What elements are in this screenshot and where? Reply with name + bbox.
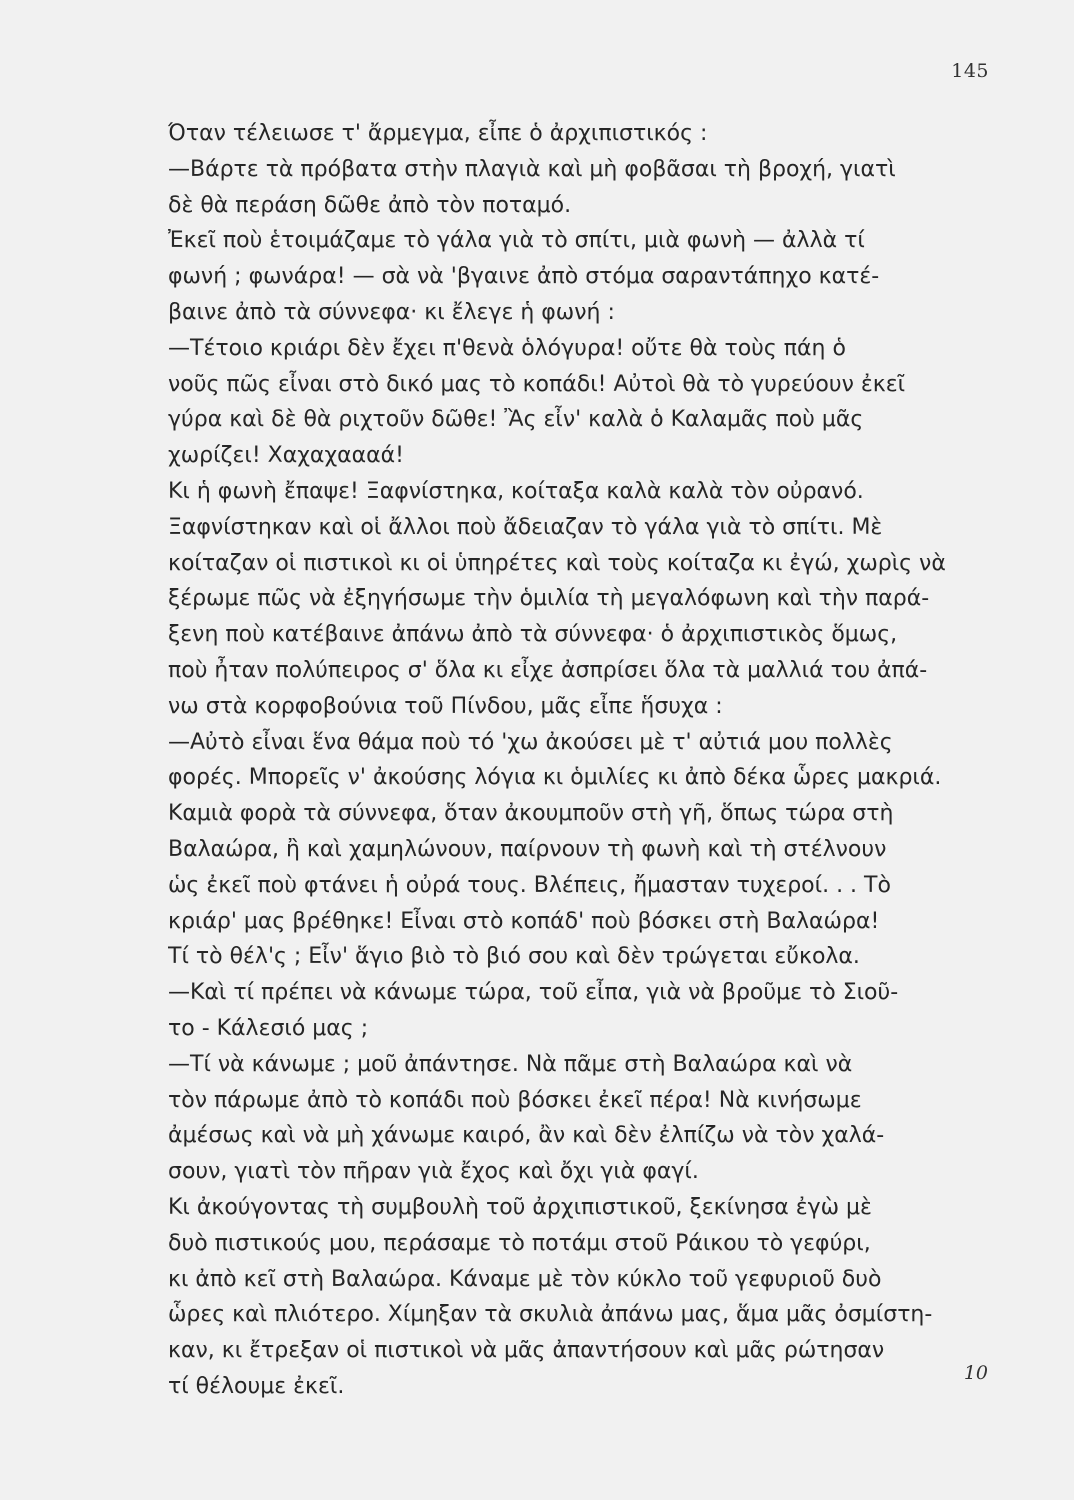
text-line: καν, κι ἔτρεξαν οἱ πιστικοὶ νὰ μᾶς ἀπαντήσουν καὶ μᾶς ρώτησαν [168,1338,885,1364]
text-line: —Βάρτε τὰ πρόβατα στὴν πλαγιὰ καὶ μὴ φοβᾶσαι τὴ βροχή, γιατὶ [168,156,896,182]
text-line: γύρα καὶ δὲ θὰ ριχτοῦν δῶθε! Ἂς εἶν' καλὰ ὁ Καλαμᾶς ποὺ μᾶς [168,407,864,433]
text-line: Ἐκεῖ ποὺ ἑτοιμάζαμε τὸ γάλα γιὰ τὸ σπίτι, μιὰ φωνὴ — ἀλλὰ τί [168,228,865,254]
text-line: —Τί νὰ κάνωμε ; μοῦ ἀπάντησε. Νὰ πᾶμε στὴ Βαλαώρα καὶ νὰ [168,1051,853,1077]
text-line: —Τέτοιο κριάρι δὲν ἔχει π'θενὰ ὁλόγυρα! οὔτε θὰ τοὺς πάη ὁ [168,335,846,361]
text-line: ποὺ ἦταν πολύπειρος σ' ὅλα κι εἶχε ἀσπρίσει ὅλα τὰ μαλλιά του ἀπά- [168,657,928,683]
text-line: Όταν τέλειωσε τ' ἄρμεγμα, εἶπε ὁ ἀρχιπιστικός : [168,121,708,146]
text-line: νοῦς πῶς εἶναι στὸ δικό μας τὸ κοπάδι! Αὐτοὶ θὰ τὸ γυρεύουν ἐκεῖ [168,371,906,397]
text-line: νω στὰ κορφοβούνια τοῦ Πίνδου, μᾶς εἶπε ἥσυχα : [168,693,723,719]
text-line: τὸν πάρωμε ἀπὸ τὸ κοπάδι ποὺ βόσκει ἐκεῖ πέρα! Νὰ κινήσωμε [168,1087,862,1113]
text-line: Τί τὸ θέλ'ς ; Εἶν' ἅγιο βιὸ τὸ βιό σου καὶ δὲν τρώγεται εὔκολα. [168,944,860,970]
text-line: —Καὶ τί πρέπει νὰ κάνωμε τώρα, τοῦ εἶπα, γιὰ νὰ βροῦμε τὸ Σιοῦ- [168,980,899,1006]
text-line: Ξαφνίστηκαν καὶ οἱ ἄλλοι ποὺ ἄδειαζαν τὸ γάλα γιὰ τὸ σπίτι. Μὲ [168,514,883,540]
text-line: το - Κάλεσιό μας ; [168,1015,369,1041]
text-line: τί θέλουμε ἐκεῖ. [168,1373,345,1399]
signature-mark: 10 [963,1362,988,1384]
text-line: Βαλαώρα, ἢ καὶ χαμηλώνουν, παίρνουν τὴ φωνὴ καὶ τὴ στέλνουν [168,836,887,862]
text-line: ξενη ποὺ κατέβαινε ἀπάνω ἀπὸ τὰ σύννεφα· ὁ ἀρχιπιστικὸς ὅμως, [168,622,898,648]
text-line: φωνή ; φωνάρα! — σὰ νὰ 'βγαινε ἀπὸ στόμα σαραντάπηχο κατέ- [168,264,880,290]
text-line: ἀμέσως καὶ νὰ μὴ χάνωμε καιρό, ἂν καὶ δὲν ἐλπίζω νὰ τὸν χαλά- [168,1123,885,1149]
text-line: χωρίζει! Χαχαχαααά! [168,443,404,469]
text-line: Καμιὰ φορὰ τὰ σύννεφα, ὅταν ἀκουμποῦν στὴ γῆ, ὅπως τώρα στὴ [168,801,894,827]
text-line: δὲ θὰ περάση δῶθε ἀπὸ τὸν ποταμό. [168,192,572,218]
text-line: φορές. Μπορεῖς ν' ἀκούσης λόγια κι ὁμιλίες κι ἀπὸ δέκα ὧρες μακριά. [168,765,942,791]
text-line: Κι ἡ φωνὴ ἔπαψε! Ξαφνίστηκα, κοίταξα καλὰ καλὰ τὸν οὐρανό. [168,478,864,504]
page-number: 145 [951,60,989,82]
text-line: ὡς ἐκεῖ ποὺ φτάνει ἡ οὐρά τους. Βλέπεις, ἤμασταν τυχεροί. . . Τὸ [168,872,891,898]
text-line: δυὸ πιστικούς μου, περάσαμε τὸ ποτάμι στοῦ Ράικου τὸ γεφύρι, [168,1230,871,1256]
body-text [168,116,994,1405]
text-line: σουν, γιατὶ τὸν πῆραν γιὰ ἔχος καὶ ὄχι γιὰ φαγί. [168,1159,699,1185]
text-line: —Αὐτὸ εἶναι ἕνα θάμα ποὺ τό 'χω ἀκούσει μὲ τ' αὐτιά μου πολλὲς [168,729,893,755]
text-line: κοίταζαν οἱ πιστικοὶ κι οἱ ὑπηρέτες καὶ τοὺς κοίταζα κι ἐγώ, χωρὶς νὰ [168,550,946,576]
text-line: ξέρωμε πῶς νὰ ἐξηγήσωμε τὴν ὁμιλία τὴ μεγαλόφωνη καὶ τὴν παρά- [168,586,930,612]
text-line: κι ἀπὸ κεῖ στὴ Βαλαώρα. Κάναμε μὲ τὸν κύκλο τοῦ γεφυριοῦ δυὸ [168,1266,882,1292]
text-line: βαινε ἀπὸ τὰ σύννεφα· κι ἔλεγε ἡ φωνή : [168,299,615,325]
text-line: κριάρ' μας βρέθηκε! Εἶναι στὸ κοπάδ' ποὺ βόσκει στὴ Βαλαώρα! [168,908,880,934]
text-line: Κι ἀκούγοντας τὴ συμβουλὴ τοῦ ἀρχιπιστικοῦ, ξεκίνησα ἐγὼ μὲ [168,1194,872,1220]
text-line: ὧρες καὶ πλιότερο. Χίμηξαν τὰ σκυλιὰ ἀπάνω μας, ἅμα μᾶς ὀσμίστη- [168,1302,933,1328]
